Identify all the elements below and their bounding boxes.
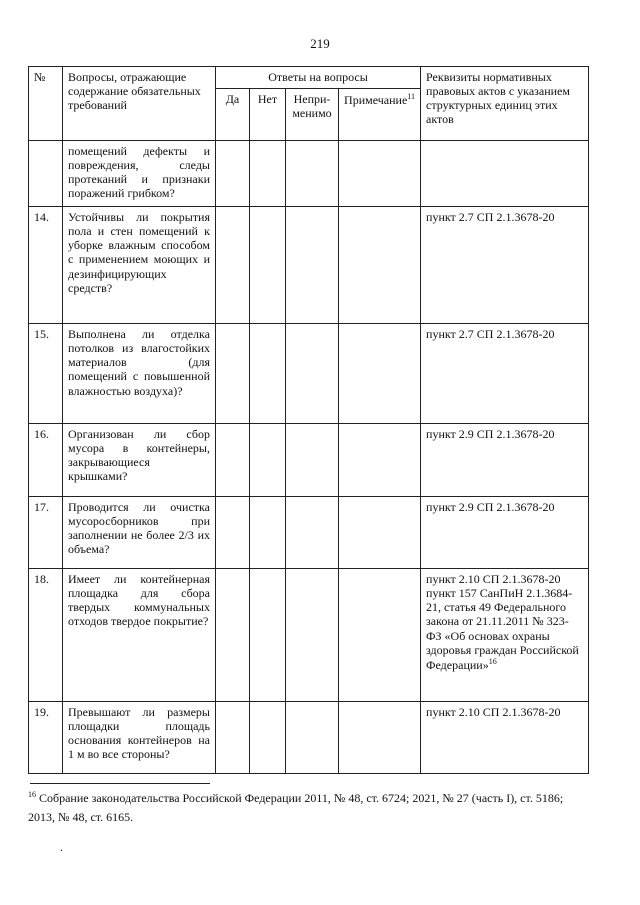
table-row [29,569,589,702]
row-question: Имеет ли контейнерная площадка для сбора твердых коммунальных отходов твердое покрытие? [63,569,216,702]
note-cell[interactable] [339,497,421,569]
row-requisites [421,141,589,207]
row-number: 18. [29,569,63,702]
row-number: 14. [29,207,63,324]
row-requisites: пункт 2.9 СП 2.1.3678-20 [421,497,589,569]
row-number: 16. [29,424,63,497]
row-question: Организован ли сбор мусора в контейнеры, закрывающиеся крышками? [63,424,216,497]
answer-not-applicable-cell[interactable] [286,324,339,424]
row-requisites: пункт 2.7 СП 2.1.3678-20 [421,324,589,424]
header-note [339,89,421,141]
header-note-label: Примечание [344,93,408,107]
header-not-applicable: Непри-менимо [286,89,339,141]
note-cell[interactable] [339,424,421,497]
header-questions: Вопросы, отражающие содержание обязательных требований [63,67,216,141]
header-yes: Да [216,89,250,141]
header-number: № [29,67,63,141]
note-cell[interactable] [339,207,421,324]
footnote-ref: 16 [488,656,497,666]
answer-not-applicable-cell[interactable] [286,207,339,324]
answer-no-cell[interactable] [250,497,286,569]
answer-not-applicable-cell[interactable] [286,702,339,774]
table-row [29,324,589,424]
row-question: Проводится ли очистка мусоросборников при заполнении не более 2/3 их объема? [63,497,216,569]
row-requisites [421,569,589,702]
answer-no-cell[interactable] [250,324,286,424]
note-cell[interactable] [339,141,421,207]
checklist-table [28,66,589,774]
answer-yes-cell[interactable] [216,141,250,207]
answer-yes-cell[interactable] [216,702,250,774]
note-cell[interactable] [339,702,421,774]
footnote-marker: 16 [28,790,36,799]
row-requisites-text: пункт 2.10 СП 2.1.3678-20 пункт 157 СанПиН 2.1.3684-21, статья 49 Федерального закона от 21.11.2011 № 323-ФЗ «Об основах охраны здоровья граждан Российской Федерации» [426,572,579,672]
note-cell[interactable] [339,569,421,702]
answer-no-cell[interactable] [250,702,286,774]
answer-not-applicable-cell[interactable] [286,424,339,497]
header-answers: Ответы на вопросы [216,67,421,89]
answer-not-applicable-cell[interactable] [286,141,339,207]
footnote-text: Собрание законодательства Российской Федерации 2011, № 48, ст. 6724; 2021, № 27 (часть I), ст. 5186; 2013, № 48, ст. 6165. [28,791,564,824]
answer-yes-cell[interactable] [216,569,250,702]
answer-no-cell[interactable] [250,424,286,497]
row-number: 15. [29,324,63,424]
answer-yes-cell[interactable] [216,497,250,569]
table-row [29,497,589,569]
row-number [29,141,63,207]
answer-yes-cell[interactable] [216,424,250,497]
row-question: Выполнена ли отделка потолков из влагостойких материалов (для помещений с повышенной влажностью воздуха)? [63,324,216,424]
row-question: помещений дефекты и повреждения, следы протеканий и признаки поражений грибком? [63,141,216,207]
row-question: Превышают ли размеры площадки площадь основания контейнеров на 1 м во все стороны? [63,702,216,774]
header-note-footnote-ref: 11 [407,92,415,101]
note-cell[interactable] [339,324,421,424]
row-requisites: пункт 2.10 СП 2.1.3678-20 [421,702,589,774]
answer-no-cell[interactable] [250,141,286,207]
page-number: 219 [310,36,330,51]
table-row [29,702,589,774]
header-requisites: Реквизиты нормативных правовых актов с указанием структурных единиц этих актов [421,67,589,141]
answer-no-cell[interactable] [250,207,286,324]
row-requisites: пункт 2.9 СП 2.1.3678-20 [421,424,589,497]
answer-no-cell[interactable] [250,569,286,702]
footnote-divider [30,783,210,784]
table-row [29,141,589,207]
answer-yes-cell[interactable] [216,207,250,324]
header-no: Нет [250,89,286,141]
answer-not-applicable-cell[interactable] [286,497,339,569]
row-number: 19. [29,702,63,774]
table-row [29,424,589,497]
table-row [29,207,589,324]
trailing-mark: . [60,840,63,854]
answer-yes-cell[interactable] [216,324,250,424]
answer-not-applicable-cell[interactable] [286,569,339,702]
row-requisites: пункт 2.7 СП 2.1.3678-20 [421,207,589,324]
footnote [28,789,588,826]
row-question: Устойчивы ли покрытия пола и стен помещений к уборке влажным способом с применением моющих и дезинфицирующих средств? [63,207,216,324]
row-number: 17. [29,497,63,569]
